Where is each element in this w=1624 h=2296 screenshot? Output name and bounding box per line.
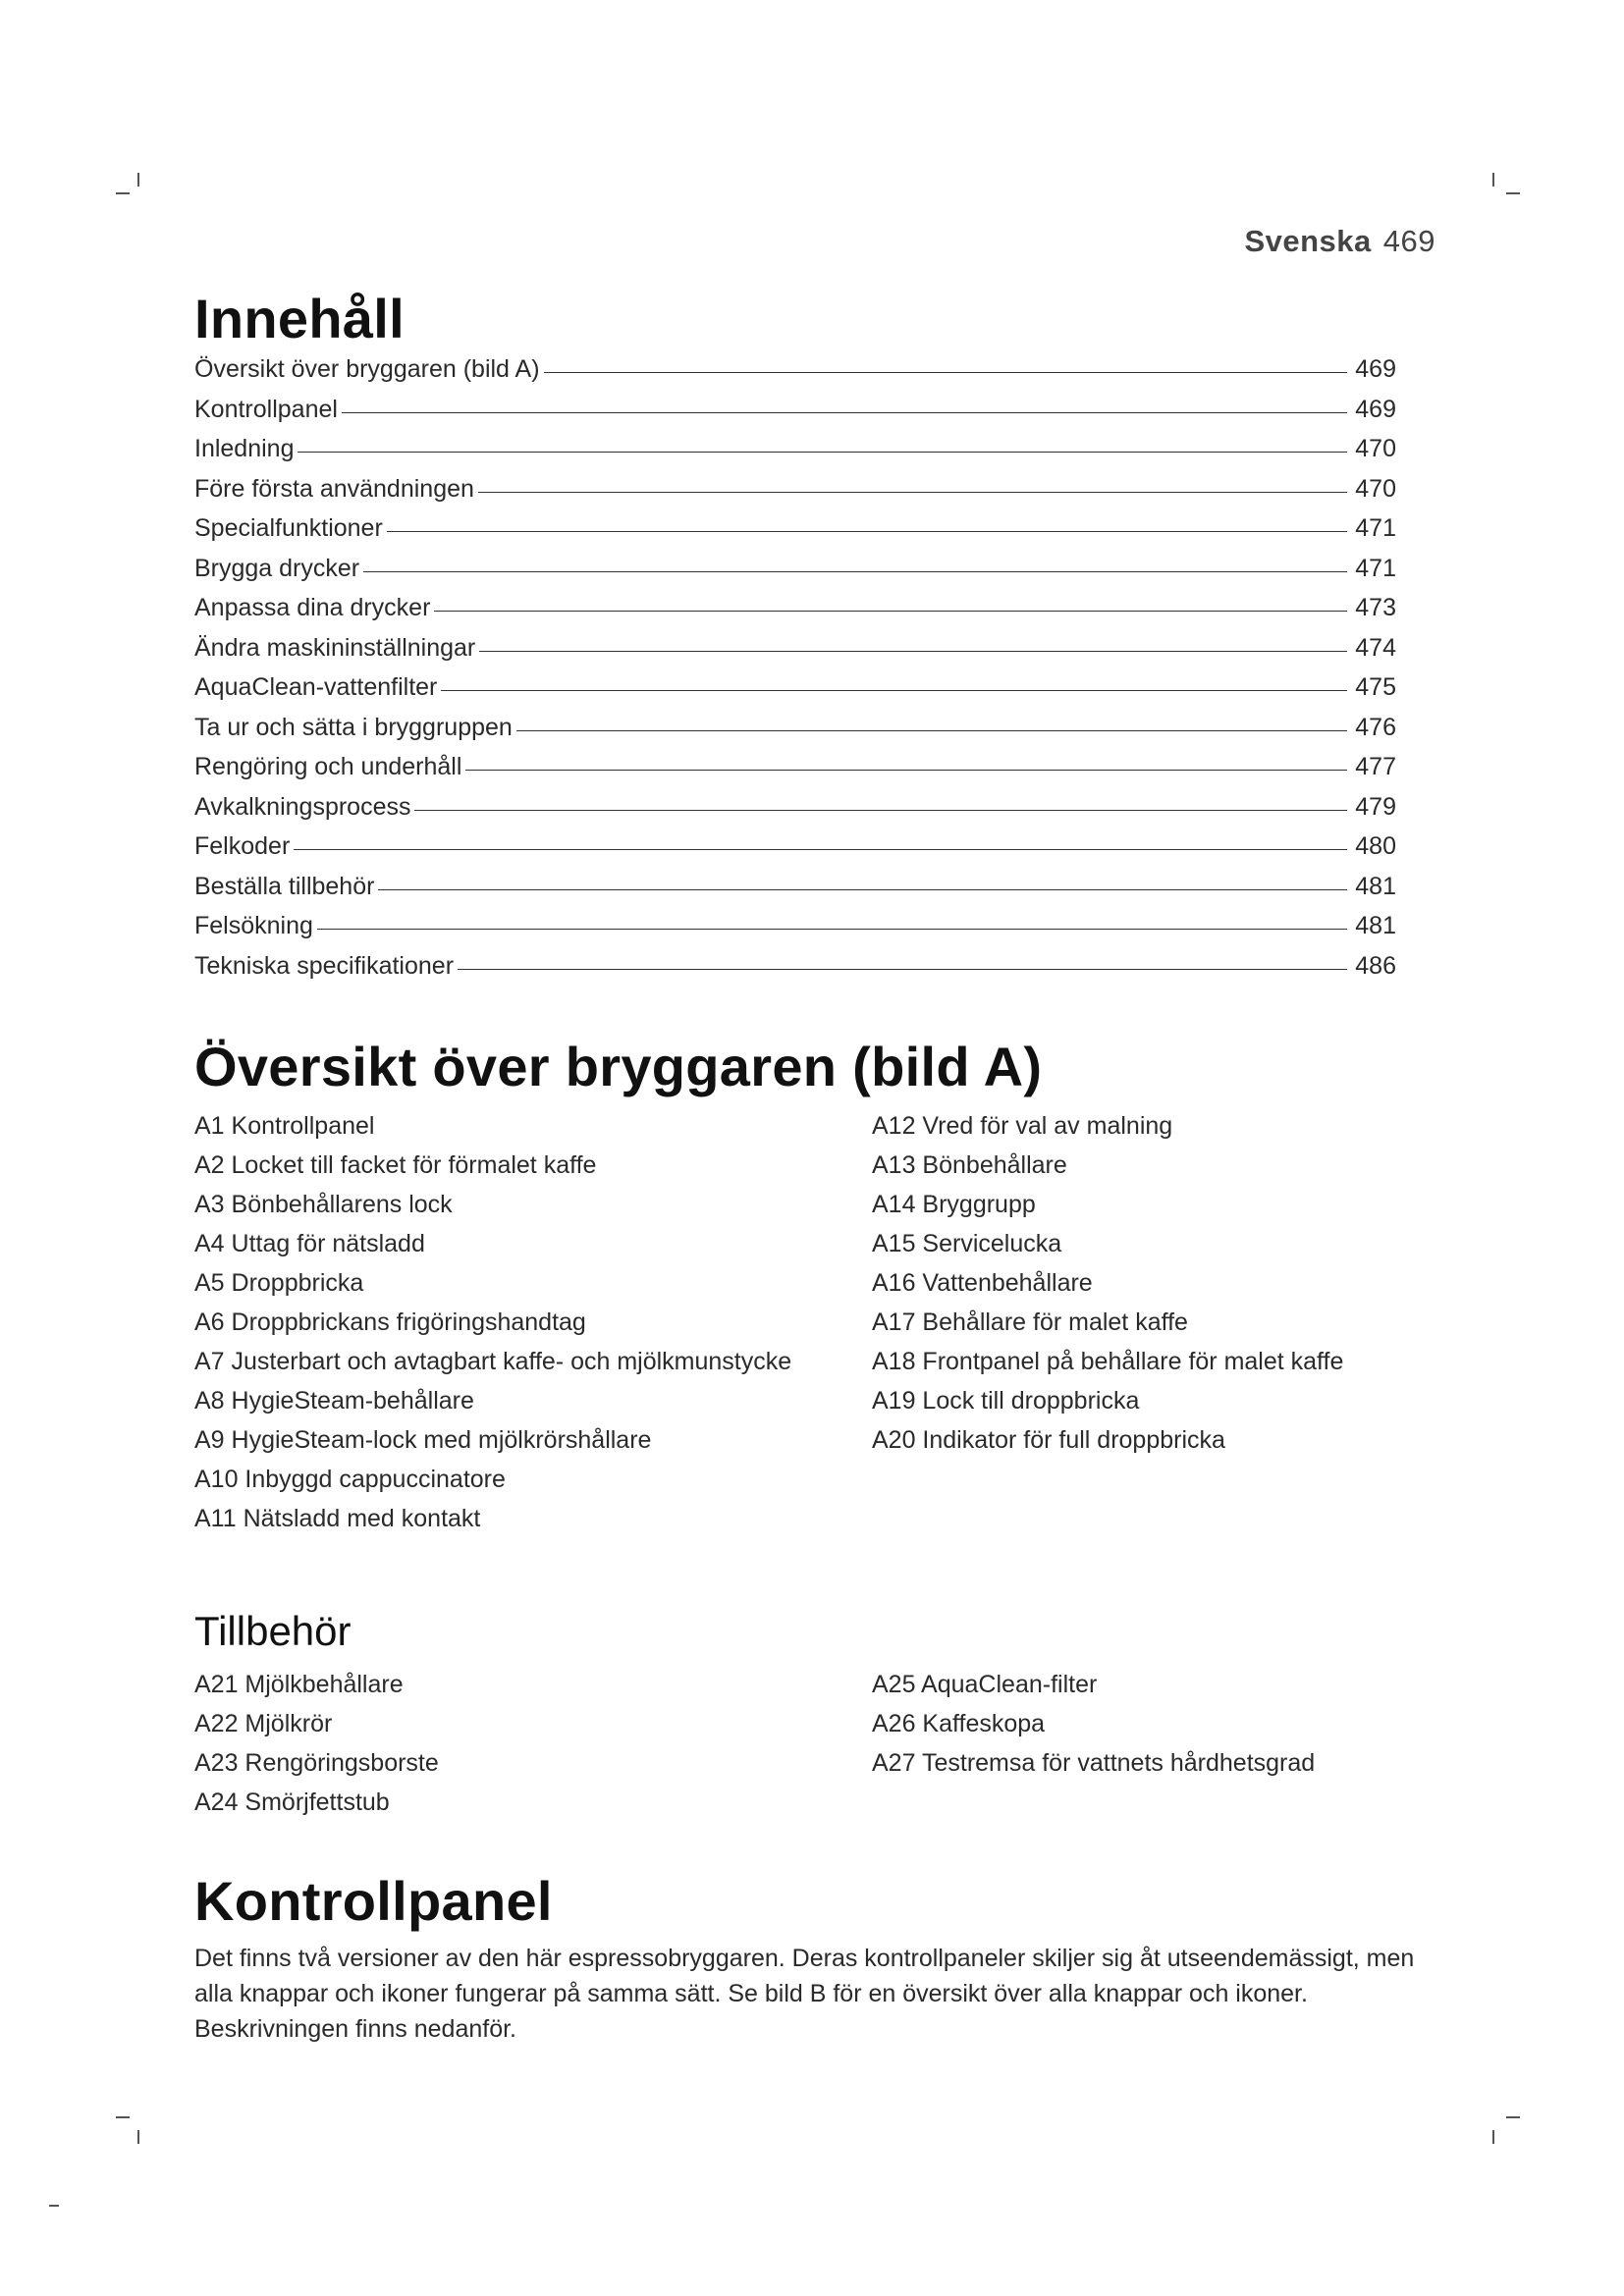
overview-list: [194, 1108, 1412, 1540]
accessory-item: A22 Mjölkrör: [194, 1710, 333, 1737]
header-page-number: 469: [1382, 224, 1435, 258]
toc-leader-line: [465, 770, 1347, 771]
part-item: A20 Indikator för full droppbricka: [872, 1426, 1225, 1454]
part-item: A1 Kontrollpanel: [194, 1112, 375, 1140]
crop-mark: [1506, 2116, 1520, 2118]
crop-mark: [137, 2130, 139, 2144]
accessory-item: A21 Mjölkbehållare: [194, 1671, 404, 1698]
toc-entry[interactable]: [194, 396, 1396, 436]
toc-entry[interactable]: [194, 912, 1396, 952]
toc-leader-line: [414, 810, 1347, 811]
toc-leader-line: [294, 849, 1347, 850]
toc-entry-page: 470: [1355, 474, 1396, 503]
part-item: A2 Locket till facket för förmalet kaffe: [194, 1151, 597, 1179]
header-language: Svenska: [1244, 224, 1372, 258]
toc-leader-line: [298, 452, 1347, 453]
toc-title: Innehåll: [194, 288, 405, 349]
toc-leader-line: [458, 969, 1347, 970]
accessories-title: Tillbehör: [194, 1608, 352, 1654]
accessories-right-column: [872, 1667, 1412, 1824]
part-item: A12 Vred för val av malning: [872, 1112, 1173, 1140]
crop-mark: [116, 192, 130, 194]
toc-entry[interactable]: [194, 673, 1396, 714]
toc-entry[interactable]: [194, 355, 1396, 396]
part-item: A13 Bönbehållare: [872, 1151, 1067, 1179]
part-item: A16 Vattenbehållare: [872, 1269, 1093, 1297]
part-item: A9 HygieSteam-lock med mjölkrörshållare: [194, 1426, 652, 1454]
part-item: A18 Frontpanel på behållare för malet kaffe: [872, 1348, 1344, 1375]
control-panel-title: Kontrollpanel: [194, 1870, 553, 1932]
toc-entry-page: 469: [1355, 395, 1396, 423]
table-of-contents: [194, 355, 1396, 991]
toc-entry-page: 480: [1355, 832, 1396, 860]
toc-leader-line: [363, 571, 1347, 572]
crop-mark: [137, 173, 139, 187]
toc-entry-page: 476: [1355, 713, 1396, 741]
part-item: A15 Servicelucka: [872, 1230, 1062, 1257]
accessories-list: [194, 1667, 1412, 1824]
part-item: A11 Nätsladd med kontakt: [194, 1505, 481, 1532]
crop-mark: [116, 2116, 130, 2118]
toc-entry[interactable]: [194, 475, 1396, 515]
accessory-item: A24 Smörjfettstub: [194, 1789, 390, 1816]
toc-entry-title: Tekniska specifikationer: [194, 951, 455, 980]
toc-entry-page: 473: [1355, 594, 1396, 621]
overview-title: Översikt över bryggaren (bild A): [194, 1036, 1043, 1097]
toc-entry-page: 471: [1355, 514, 1396, 542]
toc-entry-title: Felsökning: [194, 912, 313, 939]
crop-mark: [1506, 192, 1520, 194]
toc-entry-page: 471: [1355, 554, 1396, 582]
toc-entry[interactable]: [194, 873, 1396, 913]
accessory-item: A27 Testremsa för vattnets hårdhetsgrad: [872, 1749, 1316, 1777]
toc-entry[interactable]: [194, 832, 1396, 873]
control-panel-text: Det finns två versioner av den här espressobryggaren. Deras kontrollpaneler skiljer sig åt utseendemässigt, men alla knappar och ikoner fungerar på samma sätt. Se bild B för en översikt över alla knappar och ikoner. Beskrivningen finns nedanför.: [194, 1945, 1415, 2043]
toc-entry-page: 479: [1355, 792, 1396, 821]
toc-entry-title: Beställa tillbehör: [194, 872, 375, 900]
part-item: A8 HygieSteam-behållare: [194, 1387, 474, 1415]
accessory-item: A25 AquaClean-filter: [872, 1671, 1098, 1698]
accessories-left-column: [194, 1667, 872, 1824]
toc-entry[interactable]: [194, 594, 1396, 634]
toc-leader-line: [544, 372, 1347, 373]
part-item: A5 Droppbricka: [194, 1269, 364, 1297]
part-item: A7 Justerbart och avtagbart kaffe- och mjölkmunstycke: [194, 1348, 792, 1375]
toc-entry-title: Före första användningen: [194, 474, 474, 503]
toc-entry-page: 474: [1355, 633, 1396, 662]
toc-entry[interactable]: [194, 435, 1396, 475]
toc-leader-line: [478, 492, 1347, 493]
toc-entry-title: Översikt över bryggaren (bild A): [194, 355, 540, 383]
part-item: A4 Uttag för nätsladd: [194, 1230, 425, 1257]
toc-entry[interactable]: [194, 555, 1396, 595]
toc-leader-line: [317, 929, 1347, 930]
crop-mark: [1492, 2130, 1494, 2144]
toc-entry-title: Rengöring och underhåll: [194, 753, 462, 780]
toc-leader-line: [387, 531, 1347, 532]
part-item: A14 Bryggrupp: [872, 1191, 1036, 1218]
toc-entry-title: AquaClean-vattenfilter: [194, 673, 438, 701]
toc-entry-page: 481: [1355, 872, 1396, 900]
toc-entry[interactable]: [194, 793, 1396, 833]
toc-entry-page: 475: [1355, 673, 1396, 701]
part-item: A10 Inbyggd cappuccinatore: [194, 1466, 506, 1493]
part-item: A17 Behållare för malet kaffe: [872, 1308, 1188, 1336]
toc-entry[interactable]: [194, 714, 1396, 754]
toc-leader-line: [441, 690, 1347, 691]
toc-entry[interactable]: [194, 952, 1396, 992]
accessory-item: A26 Kaffeskopa: [872, 1710, 1046, 1737]
part-item: A19 Lock till droppbricka: [872, 1387, 1140, 1415]
running-header: [1244, 224, 1435, 259]
toc-entry-page: 470: [1355, 435, 1396, 462]
toc-entry-page: 469: [1355, 355, 1396, 383]
accessory-item: A23 Rengöringsborste: [194, 1749, 439, 1777]
toc-leader-line: [479, 651, 1347, 652]
toc-entry-title: Kontrollpanel: [194, 395, 338, 423]
toc-leader-line: [342, 412, 1347, 413]
toc-entry[interactable]: [194, 634, 1396, 674]
overview-left-column: [194, 1108, 872, 1540]
toc-entry-title: Ändra maskininställningar: [194, 633, 476, 662]
toc-leader-line: [434, 611, 1347, 612]
toc-entry-title: Felkoder: [194, 832, 291, 860]
toc-entry-title: Ta ur och sätta i bryggruppen: [194, 713, 513, 741]
toc-entry[interactable]: [194, 514, 1396, 555]
part-item: A6 Droppbrickans frigöringshandtag: [194, 1308, 586, 1336]
toc-entry-page: 477: [1355, 753, 1396, 780]
toc-entry-title: Avkalkningsprocess: [194, 792, 411, 821]
toc-entry-title: Specialfunktioner: [194, 514, 383, 542]
overview-right-column: [872, 1108, 1412, 1540]
toc-entry-title: Anpassa dina drycker: [194, 594, 431, 621]
crop-mark: [49, 2205, 59, 2207]
toc-entry-title: Brygga drycker: [194, 554, 360, 582]
part-item: A3 Bönbehållarens lock: [194, 1191, 453, 1218]
toc-entry-title: Inledning: [194, 435, 295, 462]
toc-entry[interactable]: [194, 753, 1396, 793]
toc-leader-line: [378, 889, 1347, 890]
toc-entry-page: 481: [1355, 912, 1396, 939]
crop-mark: [1492, 173, 1494, 187]
toc-entry-page: 486: [1355, 951, 1396, 980]
toc-leader-line: [516, 730, 1347, 731]
